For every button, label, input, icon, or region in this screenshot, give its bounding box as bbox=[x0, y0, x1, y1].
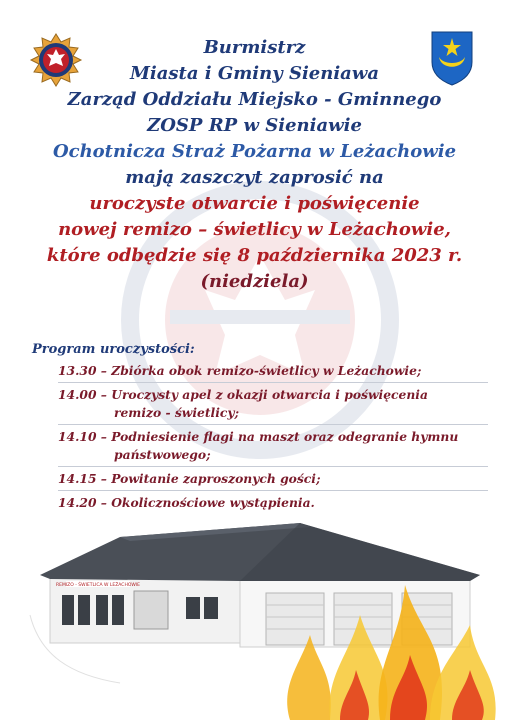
heading-line-mayor: Burmistrz bbox=[203, 37, 306, 58]
program-item bbox=[58, 470, 488, 488]
program-list bbox=[58, 362, 488, 512]
heading-line-municipality: Miasta i Gminy Sieniawa bbox=[129, 63, 379, 84]
program-item-text: 14.00 – Uroczysty apel z okazji otwarcia i poświęcenia bbox=[58, 387, 428, 402]
program-item-text: 14.10 – Podniesienie flagi na maszt oraz odegranie hymnu bbox=[58, 429, 459, 444]
program-item bbox=[58, 428, 488, 464]
program-item-continuation: remizo - świetlicy; bbox=[114, 405, 240, 420]
heading-line-ceremony: uroczyste otwarcie i poświęcenie bbox=[89, 193, 420, 214]
program-divider bbox=[58, 490, 488, 491]
fire-station-illustration bbox=[0, 505, 509, 720]
program-item-continuation: państwowego; bbox=[114, 447, 211, 462]
program-divider bbox=[58, 466, 488, 467]
heading-line-date: które odbędzie się 8 października 2023 r. bbox=[46, 245, 463, 266]
program-item-text: 14.15 – Powitanie zaproszonych gości; bbox=[58, 471, 321, 486]
program-item bbox=[58, 362, 488, 380]
heading-line-building: nowej remizo – świetlicy w Leżachowie, bbox=[58, 219, 451, 240]
heading-line-zosp: ZOSP RP w Sieniawie bbox=[147, 115, 362, 136]
program-item-text: 13.30 – Zbiórka obok remizo-świetlicy w Leżachowie; bbox=[58, 363, 422, 378]
building-sign: REMIZO - ŚWIETLICA W LEŻACHOWIE bbox=[56, 583, 140, 588]
program-item-text: 14.20 – Okolicznościowe wystąpienia. bbox=[58, 495, 315, 510]
program-item bbox=[58, 386, 488, 422]
heading-line-weekday: (niedziela) bbox=[200, 271, 309, 292]
program-divider bbox=[58, 424, 488, 425]
heading-line-osp: Ochotnicza Straż Pożarna w Leżachowie bbox=[52, 141, 457, 162]
program-title: Program uroczystości: bbox=[32, 342, 195, 357]
heading-line-invite: mają zaszczyt zaprosić na bbox=[125, 167, 384, 188]
program-divider bbox=[58, 382, 488, 383]
heading-line-board: Zarząd Oddziału Miejsko - Gminnego bbox=[67, 89, 442, 110]
